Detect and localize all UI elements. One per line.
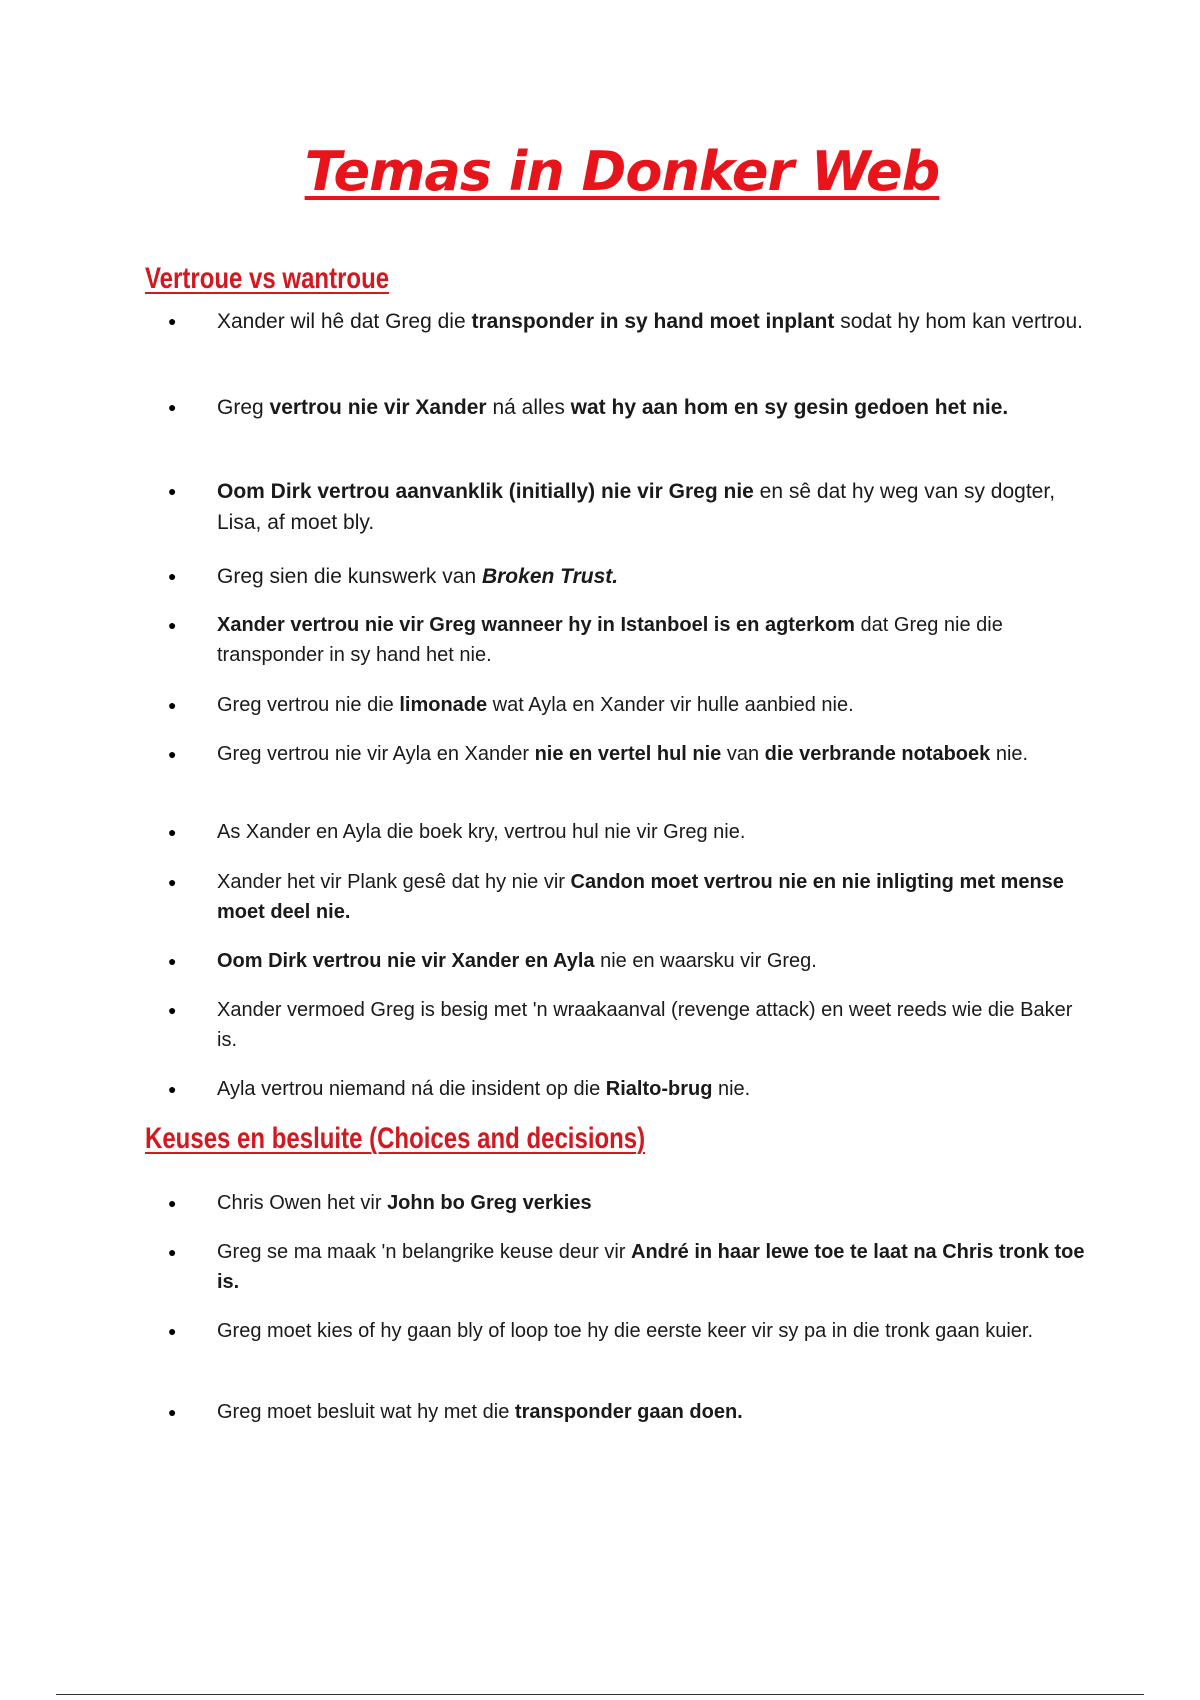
item-text: Greg moet besluit wat hy met die [217, 1401, 515, 1423]
emphasis-text: Broken Trust. [481, 565, 619, 588]
emphasis-text: wat hy aan hom en sy gesin gedoen het nie. [570, 396, 1009, 419]
bullet-icon: ● [168, 874, 177, 890]
list-item [217, 995, 1097, 1055]
item-text: nie. [990, 743, 1029, 765]
list-item [217, 1397, 1097, 1427]
emphasis-text: limonade [399, 694, 488, 716]
bullet-icon: ● [168, 483, 177, 499]
bullet-icon: ● [168, 568, 177, 584]
item-text: Xander het vir Plank gesê dat hy nie vir [217, 871, 571, 893]
emphasis-text: transponder gaan doen. [514, 1401, 743, 1423]
item-text: Greg [217, 396, 270, 419]
bullet-icon: ● [168, 617, 177, 633]
item-text: Greg moet kies of hy gaan bly of loop toe hy die eerste keer vir sy pa in die tronk gaan kuier. [217, 1320, 1034, 1342]
item-text: Chris Owen het vir [217, 1192, 388, 1214]
list-item [217, 392, 1097, 423]
list-item [217, 561, 1097, 592]
list-item [217, 817, 1097, 847]
list-item [217, 867, 1097, 927]
item-text: nie. [712, 1078, 751, 1100]
item-text: dat Greg nie die transponder in sy hand het nie. [217, 614, 1003, 666]
item-text: wat Ayla en Xander vir hulle aanbied nie. [487, 694, 854, 716]
bullet-icon: ● [168, 399, 177, 415]
bullet-icon: ● [168, 1244, 177, 1260]
list-item [217, 610, 1097, 670]
list-item [217, 476, 1097, 538]
bullet-icon: ● [168, 824, 177, 840]
section-heading-trust: Vertroue vs wantroue [145, 262, 390, 295]
item-text: van [721, 743, 765, 765]
page-title: Temas in Donker Web [304, 140, 940, 203]
item-text: Xander wil hê dat Greg die [217, 310, 472, 333]
bullet-icon: ● [168, 1081, 177, 1097]
emphasis-text: transponder in sy hand moet inplant [471, 310, 835, 333]
item-text: Greg vertrou nie vir Ayla en Xander [217, 743, 535, 765]
item-text: Greg se ma maak 'n belangrike keuse deur vir [217, 1241, 632, 1263]
item-text: Ayla vertrou niemand ná die insident op die [217, 1078, 606, 1100]
list-item [217, 739, 1097, 769]
emphasis-text: André in haar lewe toe te laat na Chris tronk toe is. [217, 1241, 1085, 1293]
section-heading-choices: Keuses en besluite (Choices and decisions) [145, 1122, 646, 1155]
bullet-icon: ● [168, 953, 177, 969]
bullet-icon: ● [168, 1195, 177, 1211]
list-item [217, 306, 1097, 337]
emphasis-text: Candon moet vertrou nie en nie inligting met mense moet deel nie. [217, 871, 1064, 923]
list-item [217, 1188, 1097, 1218]
item-text: Greg vertrou nie die [217, 694, 400, 716]
emphasis-text: vertrou nie vir Xander [269, 396, 487, 419]
list-item [217, 1316, 1097, 1346]
bullet-icon: ● [168, 1323, 177, 1339]
list-item [217, 946, 1097, 976]
item-text: sodat hy hom kan vertrou. [834, 310, 1083, 333]
item-text: en sê dat hy weg van sy dogter, Lisa, af moet bly. [217, 480, 1056, 534]
footer-rule [56, 1694, 1144, 1695]
item-text: ná alles [486, 396, 571, 419]
emphasis-text: Rialto-brug [605, 1078, 713, 1100]
bullet-icon: ● [168, 697, 177, 713]
list-item [217, 690, 1097, 720]
item-text: Greg sien die kunswerk van [217, 565, 482, 588]
emphasis-text: die verbrande notaboek [764, 743, 991, 765]
item-text: nie en waarsku vir Greg. [594, 950, 817, 972]
emphasis-text: John bo Greg verkies [387, 1192, 592, 1214]
bullet-icon: ● [168, 1404, 177, 1420]
emphasis-text: Oom Dirk vertrou nie vir Xander en Ayla [217, 950, 595, 972]
emphasis-text: nie en vertel hul nie [534, 743, 722, 765]
item-text: Xander vermoed Greg is besig met 'n wraakaanval (revenge attack) en weet reeds wie die Baker is. [217, 999, 1073, 1051]
list-item [217, 1237, 1097, 1297]
emphasis-text: Oom Dirk vertrou aanvanklik (initially) nie vir Greg nie [217, 480, 754, 503]
bullet-icon: ● [168, 1002, 177, 1018]
item-text: As Xander en Ayla die boek kry, vertrou hul nie vir Greg nie. [217, 821, 746, 843]
list-item [217, 1074, 1097, 1104]
emphasis-text: Xander vertrou nie vir Greg wanneer hy in Istanboel is en agterkom [217, 614, 855, 636]
bullet-icon: ● [168, 746, 177, 762]
bullet-icon: ● [168, 313, 177, 329]
